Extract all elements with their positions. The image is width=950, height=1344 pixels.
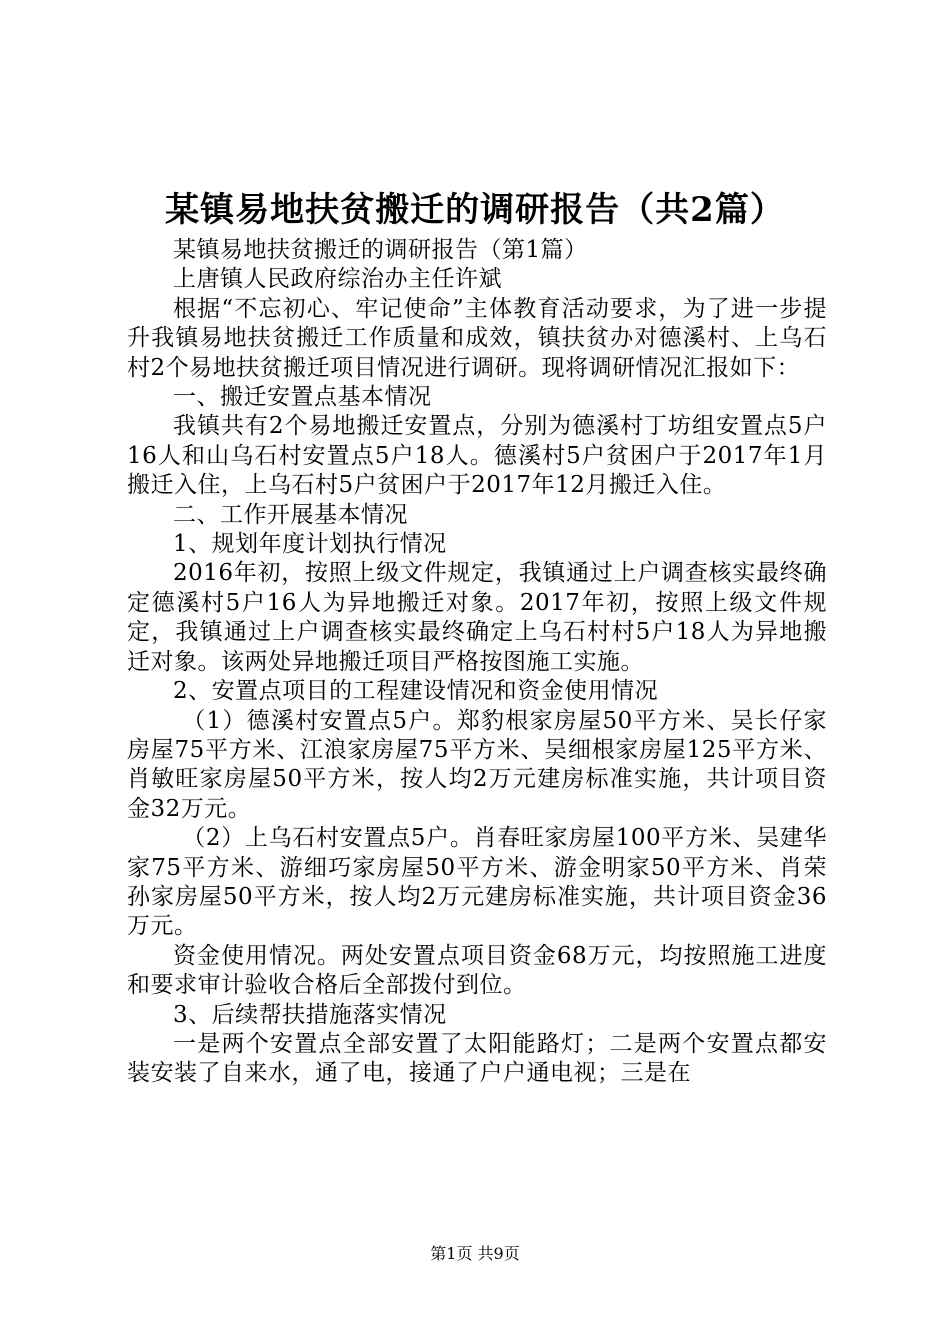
subsection-heading-2: 2、安置点项目的工程建设情况和资金使用情况 [173,678,659,705]
dexi-settlement-paragraph: （1）德溪村安置点5户。郑豹根家房屋50平方米、吴长仔家房屋75平方米、江浪家房屋75平方米、吴细根家房屋125平方米、肖敏旺家房屋50平方米，按人均2万元建房标准实施，共计项目资金32万元。 [127,707,827,822]
subsection-1-paragraph: 2016年初，按照上级文件规定，我镇通过上户调查核实最终确定德溪村5户16人为异地搬迁对象。2017年初，按照上级文件规定，我镇通过上户调查核实最终确定上乌石村村5户18人为异地搬迁对象。该两处异地搬迁项目严格按图施工实施。 [127,560,827,675]
page-footer: 第1页 共9页 [430,1244,520,1263]
funds-usage-paragraph: 资金使用情况。两处安置点项目资金68万元，均按照施工进度和要求审计验收合格后全部拨付到位。 [127,942,827,999]
author-line: 上唐镇人民政府综治办主任许斌 [173,266,502,293]
section-heading-1: 一、搬迁安置点基本情况 [173,384,432,411]
subtitle-paragraph: 某镇易地扶贫搬迁的调研报告（第1篇） [173,237,588,263]
document-body [127,236,827,1089]
section-1-paragraph: 我镇共有2个易地搬迁安置点，分别为德溪村丁坊组安置点5户16人和山乌石村安置点5户18人。德溪村5户贫困户于2017年1月搬迁入住，上乌石村5户贫困户于2017年12月搬迁入住。 [127,413,827,499]
document-title: 某镇易地扶贫搬迁的调研报告（共2篇） [165,190,785,230]
follow-up-paragraph: 一是两个安置点全部安置了太阳能路灯；二是两个安置点都安装安装了自来水，通了电，接通了户户通电视；三是在 [127,1030,827,1087]
intro-paragraph: 根据“不忘初心、牢记使命”主体教育活动要求，为了进一步提升我镇易地扶贫搬迁工作质量和成效，镇扶贫办对德溪村、上乌石村2个易地扶贫搬迁项目情况进行调研。现将调研情况汇报如下： [127,295,827,381]
subsection-heading-1: 1、规划年度计划执行情况 [173,531,447,558]
section-heading-2: 二、工作开展基本情况 [173,501,408,528]
shangwushi-settlement-paragraph: （2）上乌石村安置点5户。肖春旺家房屋100平方米、吴建华家75平方米、游细巧家房屋50平方米、游金明家50平方米、肖荣孙家房屋50平方米，按人均2万元建房标准实施，共计项目资金36万元。 [127,825,827,940]
subsection-heading-3: 3、后续帮扶措施落实情况 [173,1001,447,1028]
